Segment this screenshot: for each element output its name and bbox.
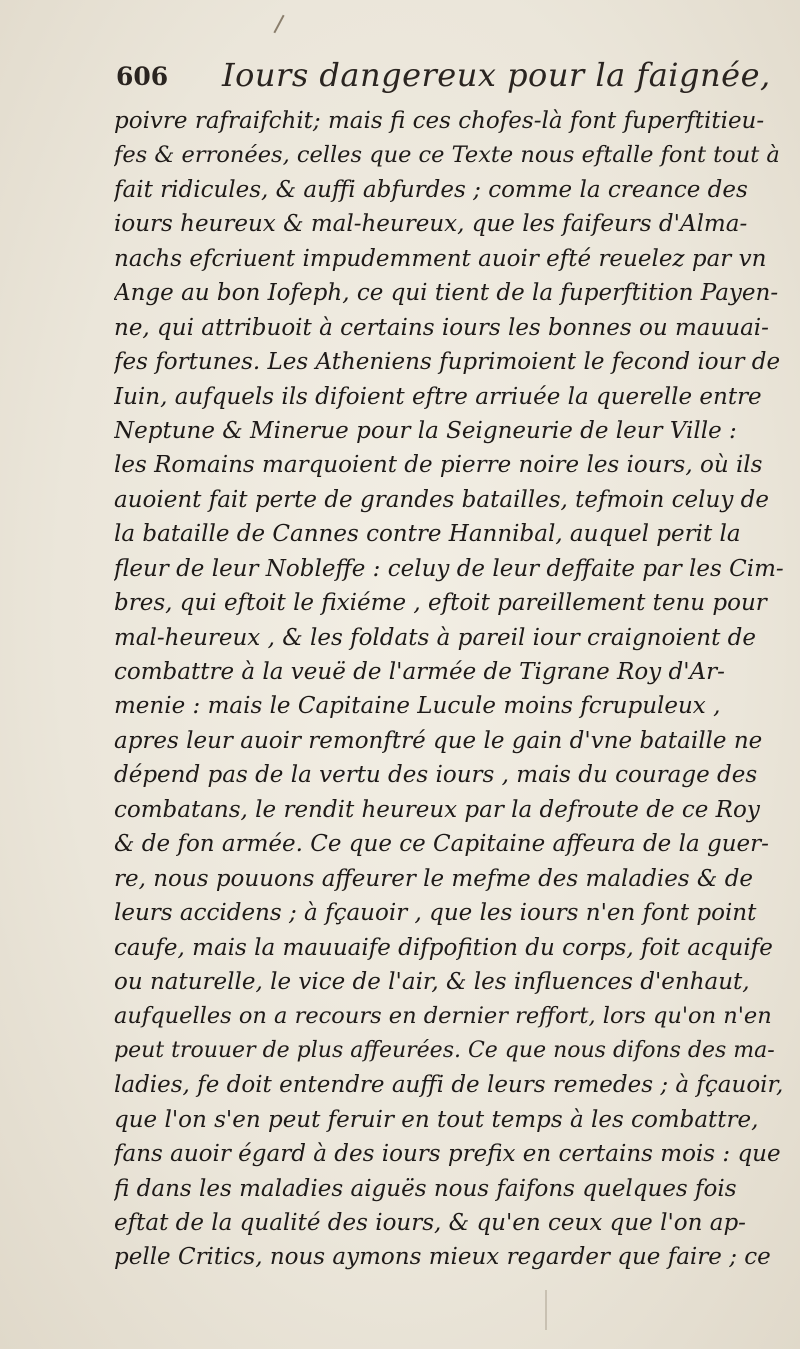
text-line: aufquelles on a recours en dernier reffort, lors qu'on n'en: [114, 1003, 772, 1030]
text-line: fi dans les maladies aiguës nous faifons quelques fois: [114, 1175, 737, 1202]
text-line: la bataille de Cannes contre Hannibal, auquel perit la: [114, 521, 741, 548]
text-line: eftat de la qualité des iours, & qu'en ceux que l'on ap-: [114, 1210, 746, 1236]
text-line: & de fon armée. Ce que ce Capitaine affeura de la guer-: [114, 831, 769, 858]
text-line: iours heureux & mal-heureux, que les faifeurs d'Alma-: [114, 211, 748, 238]
ink-mark: [273, 15, 284, 34]
text-line: apres leur auoir remonftré que le gain d'vne bataille ne: [114, 727, 763, 754]
text-line: bres, qui eftoit le fixiéme , eftoit pareillement tenu pour: [114, 590, 767, 617]
text-line: dépend pas de la vertu des iours , mais du courage des: [114, 762, 758, 789]
text-line: peut trouuer de plus affeurées. Ce que nous difons des ma-: [114, 1037, 775, 1063]
fold-line: [545, 1290, 547, 1330]
page-header: [116, 56, 776, 100]
text-line: menie : mais le Capitaine Lucule moins fcrupuleux ,: [114, 693, 721, 720]
text-line: leurs accidens ; à fçauoir , que les iours n'en font point: [114, 900, 757, 927]
text-line: les Romains marquoient de pierre noire les iours, où ils: [114, 452, 763, 479]
text-line: ladies, fe doit entendre auffi de leurs remedes ; à fçauoir,: [114, 1072, 784, 1099]
text-line: caufe, mais la mauuaife difpofition du corps, foit acquife: [114, 934, 773, 961]
text-line: ou naturelle, le vice de l'air, & les influences d'enhaut,: [114, 968, 750, 995]
text-line: Iuin, aufquels ils difoient eftre arriuée la querelle entre: [114, 383, 762, 410]
text-line: fans auoir égard à des iours prefix en certains mois : que: [114, 1141, 781, 1168]
text-line: ne, qui attribuoit à certains iours les bonnes ou mauuai-: [114, 314, 769, 341]
text-line: Neptune & Minerue pour la Seigneurie de leur Ville :: [114, 417, 737, 444]
text-line: pelle Critics, nous aymons mieux regarder que faire ; ce: [114, 1244, 771, 1271]
body-text: [114, 104, 784, 1275]
text-line: combatans, le rendit heureux par la defroute de ce Roy: [114, 796, 760, 823]
text-line: Ange au bon Iofeph, ce qui tient de la fuperftition Payen-: [114, 280, 779, 307]
text-line: fes fortunes. Les Atheniens fuprimoient le fecond iour de: [114, 349, 781, 376]
text-line: fes & erronées, celles que ce Texte nous eftalle font tout à: [114, 142, 780, 169]
page-number: 606: [116, 62, 169, 91]
text-line: combattre à la veuë de l'armée de Tigrane Roy d'Ar-: [114, 659, 725, 685]
text-line: re, nous pouuons affeurer le mefme des maladies & de: [114, 865, 754, 892]
text-line: poivre rafraifchit; mais fi ces chofes-là font fuperftitieu-: [114, 108, 765, 134]
text-line: auoient fait perte de grandes batailles, tefmoin celuy de: [114, 486, 769, 513]
text-line: fleur de leur Nobleffe : celuy de leur deffaite par les Cim-: [114, 555, 784, 582]
text-line: fait ridicules, & auffi abfurdes ; comme la creance des: [114, 176, 748, 203]
text-line: que l'on s'en peut feruir en tout temps à les combattre,: [114, 1106, 759, 1133]
text-line: mal-heureux , & les foldats à pareil iour craignoient de: [114, 624, 756, 651]
running-title: Iours dangereux pour la faignée,: [222, 56, 771, 94]
text-line: nachs efcriuent impudemment auoir efté reuelez par vn: [114, 245, 767, 272]
